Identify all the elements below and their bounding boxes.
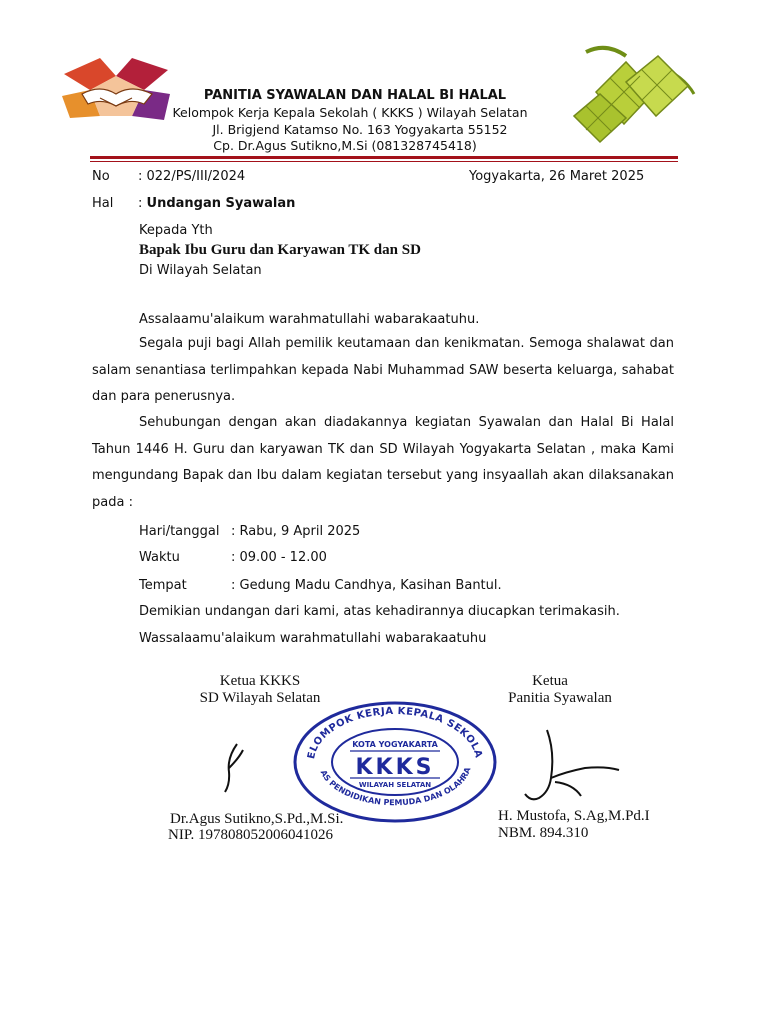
place-date: Yogyakarta, 26 Maret 2025: [469, 169, 645, 184]
handshake-logo-icon: [60, 56, 172, 122]
left-signer-title: Ketua KKKS: [219, 673, 301, 689]
kepada-yth: Kepada Yth: [139, 223, 213, 238]
greeting: Assalaamu'alaikum warahmatullahi wabarakaatuhu.: [139, 312, 480, 327]
closing-thanks: Demikian undangan dari kami, atas kehadirannya diucapkan terimakasih.: [139, 604, 620, 619]
stamp-bottom-arc: AS PENDIDIKAN PEMUDA DAN OLAHRA: [318, 766, 473, 808]
header-divider: [90, 156, 678, 159]
event-time-label: Waktu: [139, 550, 180, 565]
stamp-top-arc: ELOMPOK KERJA KEPALA SEKOLA: [306, 705, 484, 760]
stamp-city: KOTA YOGYAKARTA: [352, 740, 438, 749]
left-signer-name: Dr.Agus Sutikno,S.Pd.,M.Si.: [170, 811, 344, 827]
letterhead-org: Kelompok Kerja Kepala Sekolah ( KKKS ) Wilayah Selatan: [172, 105, 528, 120]
right-signer-title: Ketua: [532, 673, 568, 689]
event-date-value: : Rabu, 9 April 2025: [231, 524, 361, 539]
event-place-label: Tempat: [139, 578, 187, 593]
left-signature-mark: [215, 738, 255, 798]
hal-prefix: :: [138, 196, 143, 211]
recipient-name: Bapak Ibu Guru dan Karyawan TK dan SD: [139, 242, 421, 258]
ketupat-icon: [566, 42, 698, 146]
right-signer-nbm: NBM. 894.310: [498, 825, 589, 841]
closing-salam: Wassalaamu'alaikum warahmatullahi wabarakaatuhu: [139, 631, 487, 646]
recipient-location: Di Wilayah Selatan: [139, 263, 262, 278]
event-time-value: : 09.00 - 12.00: [231, 550, 327, 565]
letterhead-address: Jl. Brigjend Katamso No. 163 Yogyakarta 55152: [212, 122, 508, 137]
no-label: No: [92, 169, 110, 184]
event-place-value: : Gedung Madu Candhya, Kasihan Bantul.: [231, 578, 502, 593]
event-date-label: Hari/tanggal: [139, 524, 220, 539]
stamp-region: WILAYAH SELATAN: [358, 781, 432, 789]
hal-value: Undangan Syawalan: [146, 196, 296, 211]
no-value: : 022/PS/III/2024: [138, 169, 246, 184]
letterhead-contact: Cp. Dr.Agus Sutikno,M.Si (081328745418): [213, 138, 477, 153]
right-signer-name: H. Mustofa, S.Ag,M.Pd.I: [498, 808, 650, 824]
stamp-main: KKKS: [355, 755, 435, 780]
right-signer-unit: Panitia Syawalan: [508, 690, 612, 706]
letterhead-title: PANITIA SYAWALAN DAN HALAL BI HALAL: [203, 88, 507, 103]
paragraph-2: Sehubungan dengan akan diadakannya kegiatan Syawalan dan Halal Bi Halal Tahun 1446 H. Guru dan karyawan TK dan SD Wilayah Yogyakarta Selatan , maka Kami mengundang Bapak dan Ibu dalam kegiatan tersebut yang insyaallah akan dilaksanakan pada :: [92, 415, 674, 510]
left-signer-unit: SD Wilayah Selatan: [199, 690, 321, 706]
hal-label: Hal: [92, 196, 114, 211]
kkks-stamp: [292, 700, 498, 824]
header-divider-thin: [90, 161, 678, 162]
left-signer-nip: NIP. 197808052006041026: [168, 827, 334, 843]
hal-value-wrap: [138, 196, 295, 211]
paragraph-1: Segala puji bagi Allah pemilik keutamaan dan kenikmatan. Semoga shalawat dan salam senantiasa terlimpahkan kepada Nabi Muhammad SAW beserta keluarga, sahabat dan para penerusnya.: [92, 336, 674, 404]
right-signature-mark: [515, 722, 625, 812]
